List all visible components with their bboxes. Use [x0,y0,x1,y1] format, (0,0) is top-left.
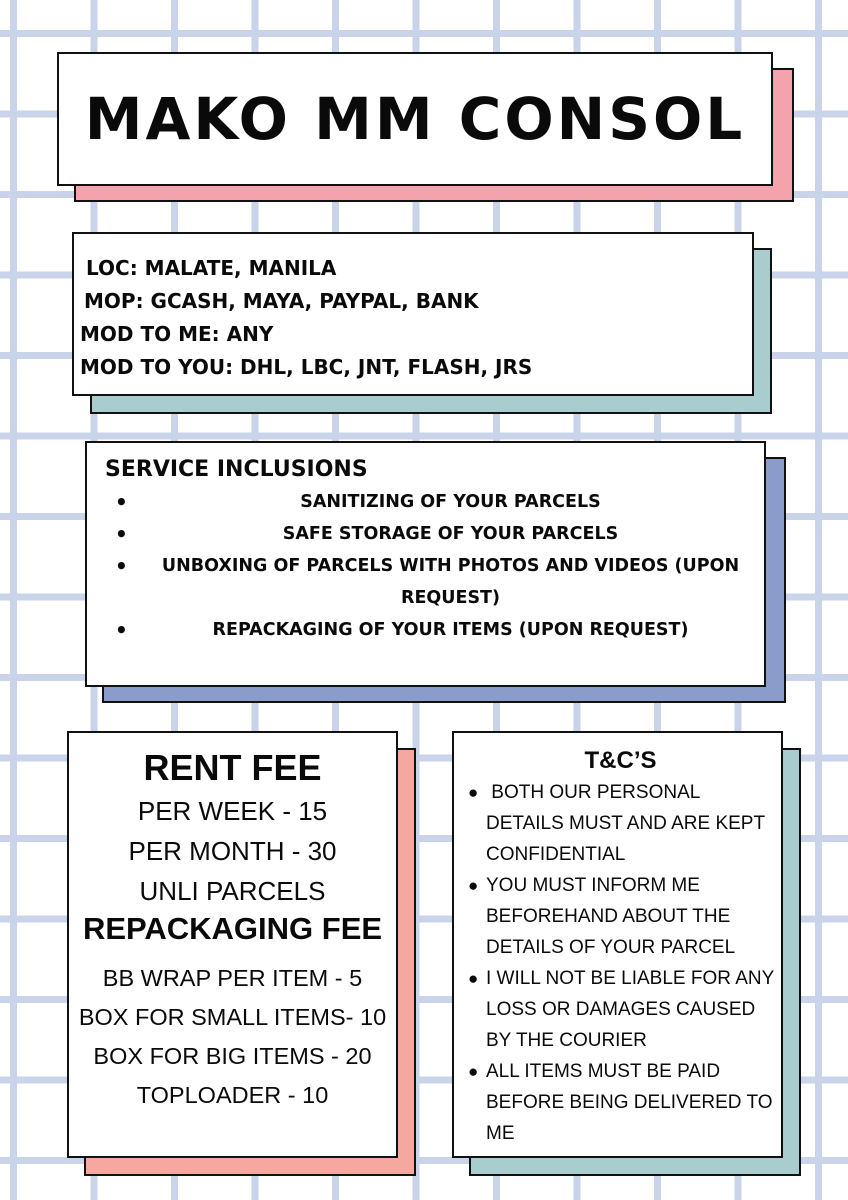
rent-fee-heading: RENT FEE [143,747,322,788]
services-card [85,441,766,687]
mod-to-me-line: MOD TO ME: ANY [80,322,274,346]
terms-item: ● I WILL NOT BE LIABLE FOR ANY LOSS OR DAMAGES CAUSED BY THE COURIER [466,963,775,1056]
repackaging-fee-line: BB WRAP PER ITEM - 5 [102,965,363,991]
rent-fee-line: PER WEEK - 15 [137,796,328,826]
terms-item: ● YOU MUST INFORM ME BEFOREHAND ABOUT THE DETAILS OF YOUR PARCEL [466,870,775,963]
services-heading: SERVICE INCLUSIONS [105,457,368,482]
bullet-icon: • [115,490,128,514]
location-line: LOC: MALATE, MANILA [86,256,337,280]
bullet-icon: ● [468,1062,479,1081]
page-title: MAKO MM CONSOL [84,85,746,153]
bullet-icon: ● [468,876,479,895]
bullet-icon: • [115,554,128,578]
repackaging-fee-line: TOPLOADER - 10 [136,1082,329,1108]
repackaging-fee-heading: REPACKAGING FEE [82,911,383,946]
mod-to-you-line: MOD TO YOU: DHL, LBC, JNT, FLASH, JRS [80,355,533,379]
repackaging-fee-line: BOX FOR BIG ITEMS - 20 [93,1043,372,1069]
service-item: • SANITIZING OF YOUR PARCELS [101,486,750,518]
service-item: • REPACKAGING OF YOUR ITEMS (UPON REQUEST) [101,614,750,646]
terms-heading: T&C’S [584,747,657,774]
service-item: • UNBOXING OF PARCELS WITH PHOTOS AND VIDEOS (UPON REQUEST) [101,550,750,614]
terms-item: ● ALL ITEMS MUST BE PAID BEFORE BEING DELIVERED TO ME [466,1056,775,1149]
terms-item: ● BOTH OUR PERSONAL DETAILS MUST AND ARE KEPT CONFIDENTIAL [466,777,775,870]
service-item: • SAFE STORAGE OF YOUR PARCELS [101,518,750,550]
bullet-icon: • [115,522,128,546]
bullet-icon: ● [468,783,479,802]
title-card [57,52,773,186]
terms-card [452,731,783,1158]
bullet-icon: ● [468,969,479,988]
payment-methods-line: MOP: GCASH, MAYA, PAYPAL, BANK [84,289,479,313]
bullet-icon: • [115,618,128,642]
rent-fee-line: PER MONTH - 30 [128,836,337,866]
rent-fee-line: UNLI PARCELS [139,876,326,906]
fees-card [67,731,398,1158]
info-card [72,232,754,396]
repackaging-fee-line: BOX FOR SMALL ITEMS- 10 [78,1004,387,1030]
